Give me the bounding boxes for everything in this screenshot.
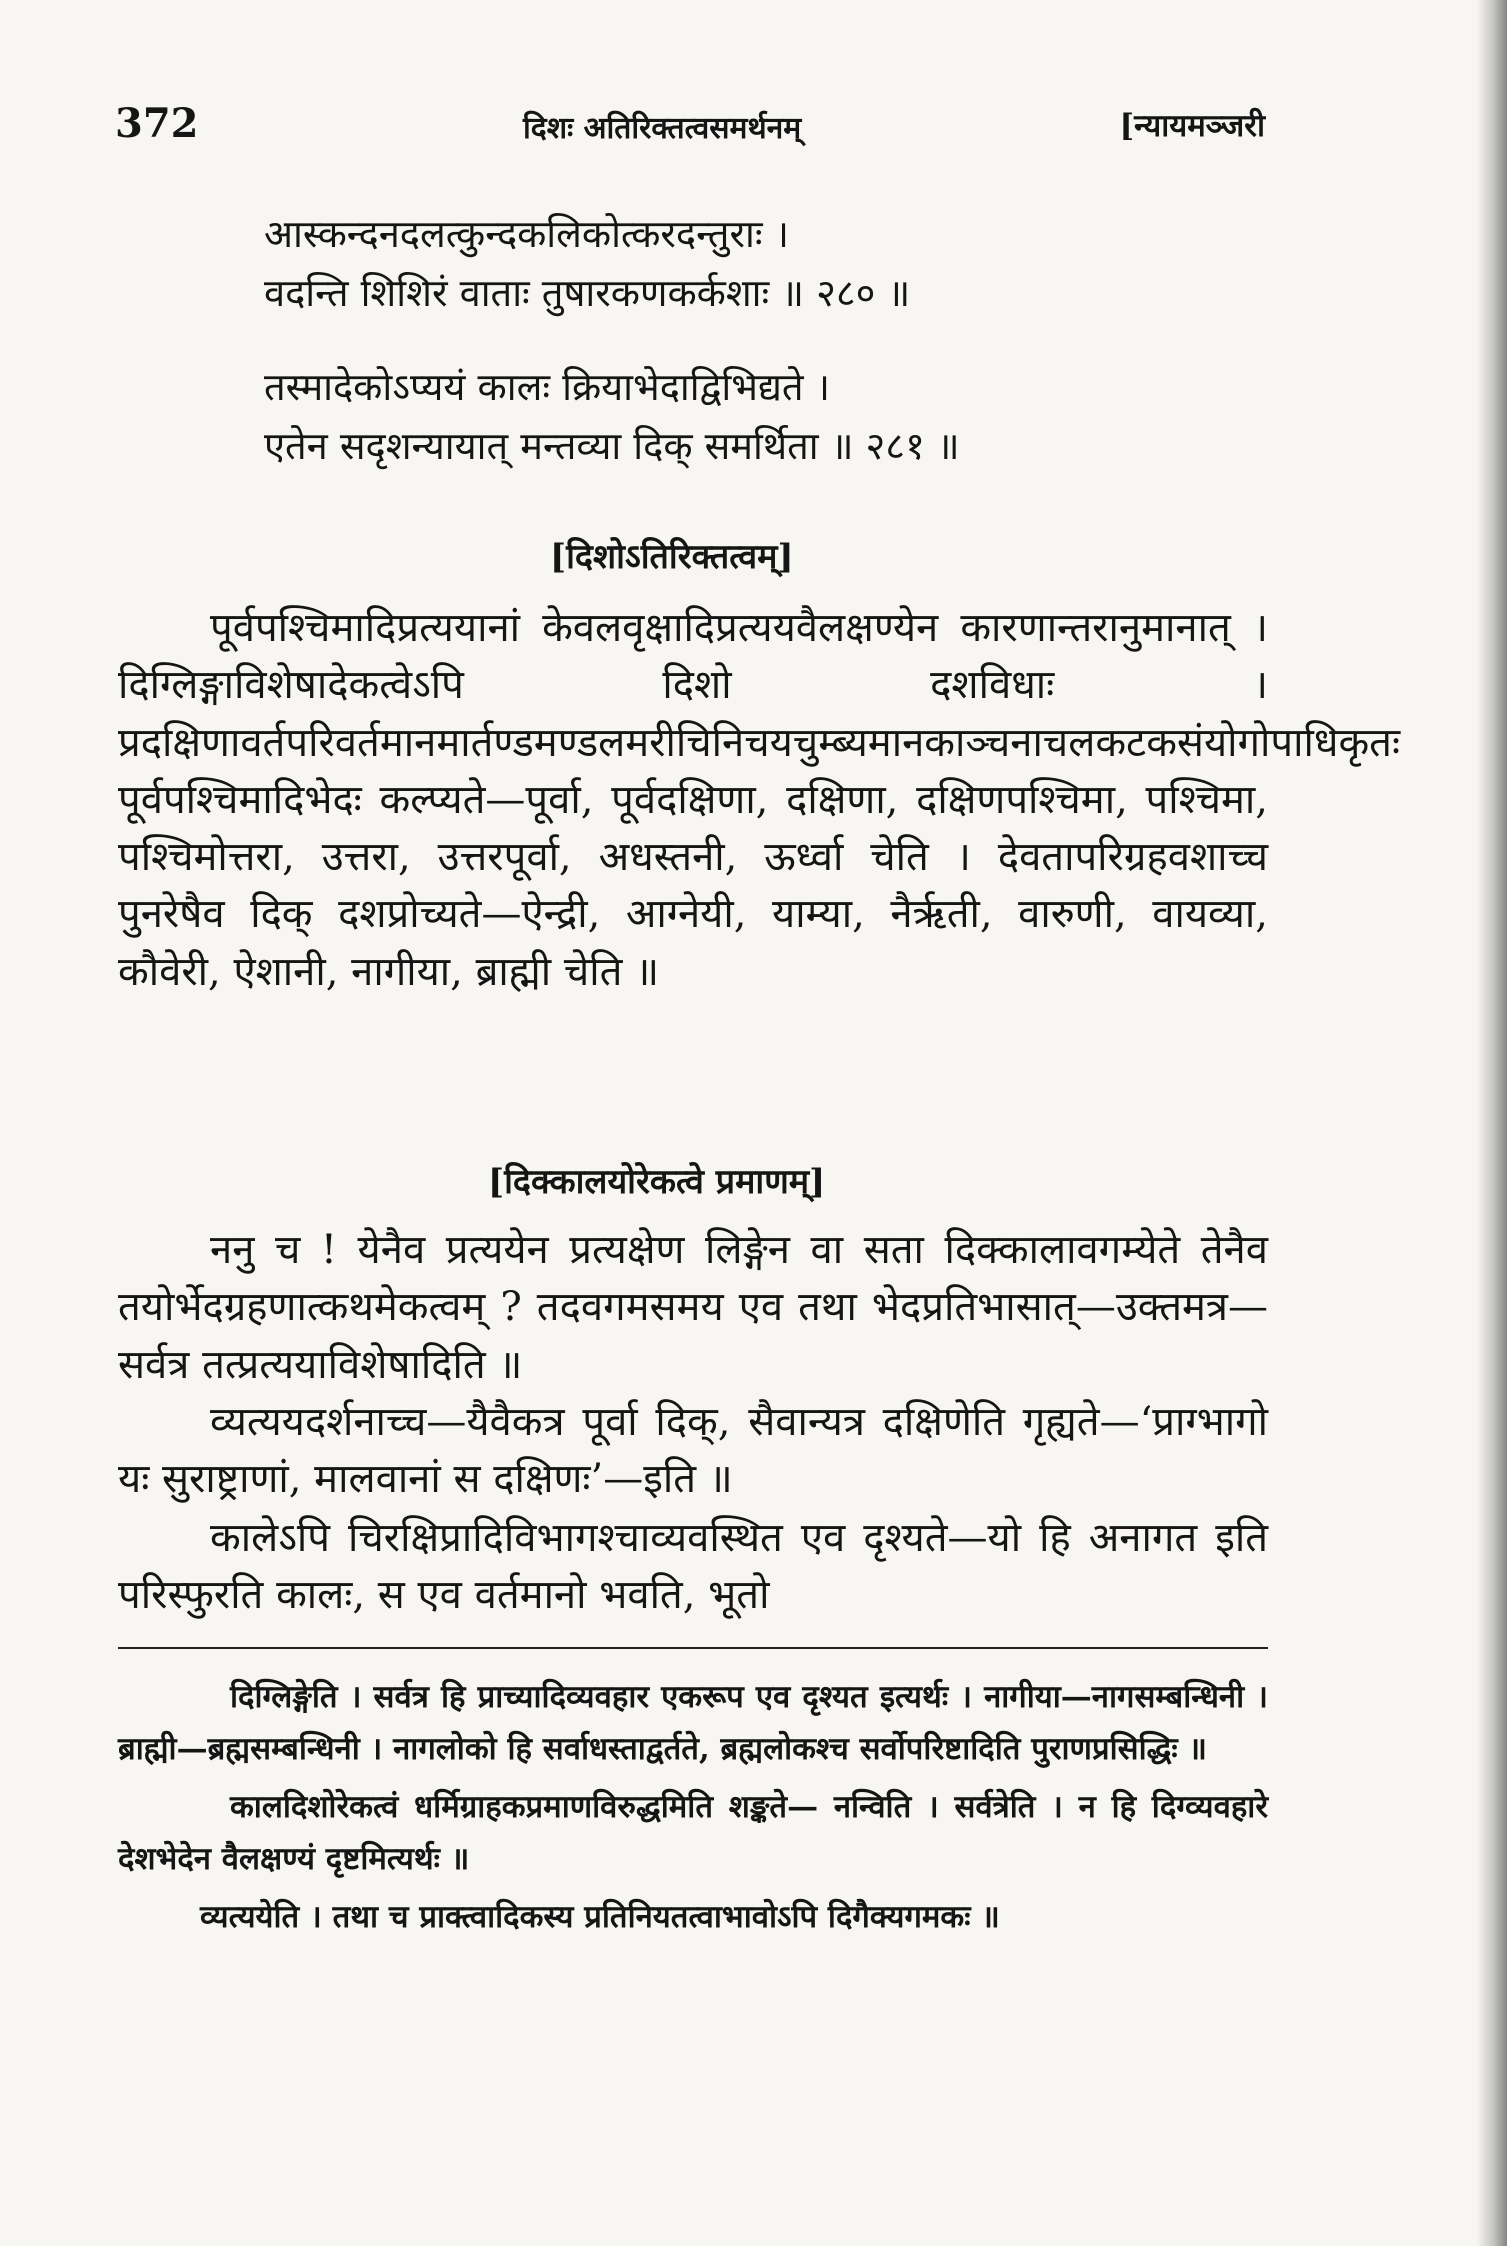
body-paragraph: पूर्वपश्चिमादिप्रत्ययानां केवलवृक्षादिप्रत्ययवैलक्षण्येन कारणान्तरानुमानात् । दिग्लिङ्गाविशेषादेकत्वेऽपि दिशो दशविधाः । प्रदक्षिणावर्तपरिवर्तमानमार्तण्डमण्डलमरीचिनिचयचुम्ब्यमानकाञ्चनाचलकटकसंयोगोपाधिकृतः पूर्वपश्चिमादिभेदः कल्प्यते—पूर्वा, पूर्वदक्षिणा, दक्षिणा, दक्षिणपश्चिमा, पश्चिमा, पश्चिमोत्तरा, उत्तरा, उत्तरपूर्वा, अधस्तनी, ऊर्ध्वा चेति । देवतापरिग्रहवशाच्च पुनरेषैव दिक् दशप्रोच्यते—ऐन्द्री, आग्नेयी, याम्या, नैर्ऋती, वारुणी, वायव्या, कौवेरी, ऐशानी, नागीया, ब्राह्मी चेति ॥ (118, 605, 1401, 995)
page-edge-shadow (1477, 0, 1507, 2246)
page-number: 372 (115, 100, 199, 147)
page-header (115, 100, 1265, 160)
body-paragraph: ननु च ! येनैव प्रत्ययेन प्रत्यक्षेण लिङ्गेन वा सता दिक्कालावगम्येते तेनैव तयोर्भेदग्रहणात्कथमेकत्वम् ? तदवगमसमय एव तथा भेदप्रतिभासात्—उक्तमत्र—सर्वत्र तत्प्रत्ययाविशेषादिति ॥ (118, 1227, 1268, 1388)
verse-line: एतेन सदृशन्यायात् मन्तव्या दिक् समर्थिता ॥ २८१ ॥ (264, 424, 960, 468)
verse-line: तस्मादेकोऽप्ययं कालः क्रियाभेदाद्विभिद्यते । (264, 365, 831, 409)
body-paragraph: व्यत्ययदर्शनाच्च—यैवैकत्र पूर्वा दिक्, सैवान्यत्र दक्षिणेति गृह्यते—‘प्राग्भागो यः सुराष्ट्राणां, मालवानां स दक्षिणः’—इति ॥ (118, 1399, 1268, 1503)
body-paragraph: कालेऽपि चिरक्षिप्रादिविभागश्चाव्यवस्थित एव दृश्यते—यो हि अनागत इति परिस्फुरति कालः, स एव वर्तमानो भवति, भूतो (118, 1515, 1268, 1619)
section-heading: [दिक्कालयोरेकत्वे प्रमाणम्] (488, 1162, 826, 1202)
footnote: कालदिशोरेकत्वं धर्मिग्राहकप्रमाणविरुद्धमिति शङ्कते— नन्विति । सर्वत्रेति । न हि दिग्व्यवहारे देशभेदेन वैलक्षण्यं दृष्टमित्यर्थः ॥ (118, 1789, 1268, 1877)
footnote: दिग्लिङ्गेति । सर्वत्र हि प्राच्यादिव्यवहार एकरूप एव दृश्यत इत्यर्थः । नागीया—नागसम्बन्धिनी । ब्राह्मी—ब्रह्मसम्बन्धिनी । नागलोको हि सर्वाधस्ताद्वर्तते, ब्रह्मलोकश्च सर्वोपरिष्टादिति पुराणप्रसिद्धिः ॥ (118, 1679, 1268, 1767)
book-title: [न्यायमञ्जरी (1119, 108, 1265, 144)
running-title: दिशः अतिरिक्तत्वसमर्थनम् (523, 111, 802, 146)
footnote-divider (118, 1647, 1268, 1649)
verse-line: आस्कन्दनदलत्कुन्दकलिकोत्करदन्तुराः । (264, 212, 790, 256)
section-heading: [दिशोऽतिरिक्तत्वम्] (550, 537, 794, 577)
footnote: व्यत्ययेति । तथा च प्राक्त्वादिकस्य प्रतिनियतत्वाभावोऽपि दिगैक्यगमकः ॥ (200, 1899, 1000, 1935)
verse-line: वदन्ति शिशिरं वाताः तुषारकणकर्कशाः ॥ २८० ॥ (264, 271, 911, 315)
